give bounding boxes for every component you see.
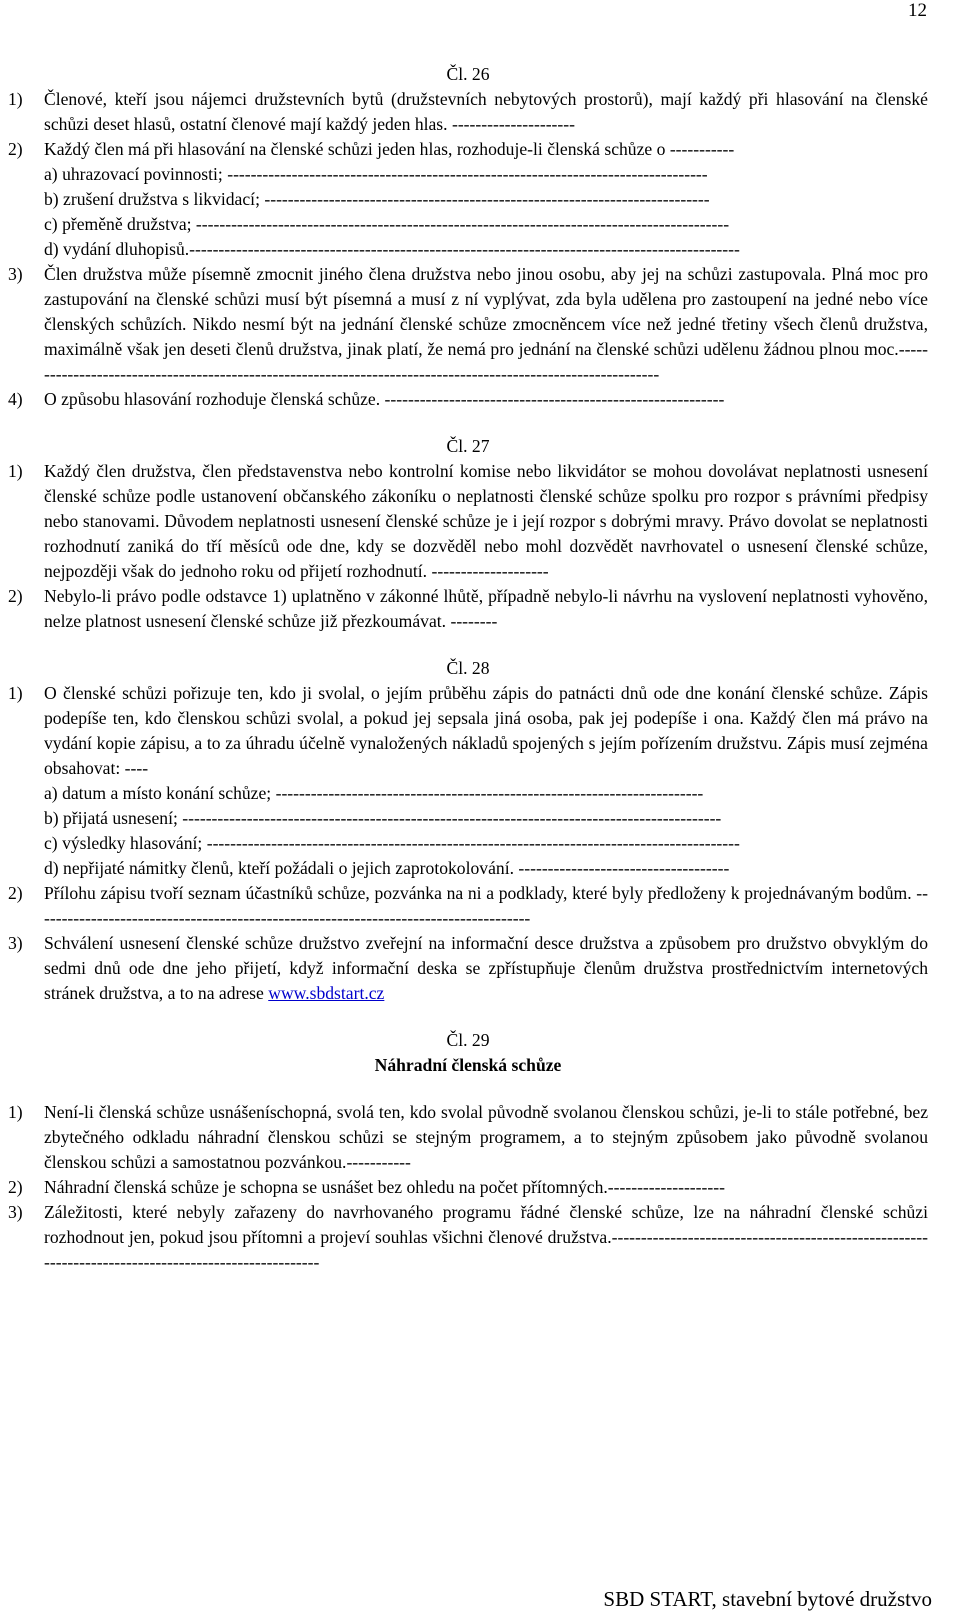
paragraph-text: Není-li členská schůze usnášeníschopná, svolá ten, kdo svolal původně svolanou členskou schůzi, je-li to stále potřebné, bez zbytečného odkladu náhradní členskou schůzi se stejným programem, a to stejným způsobem jako původně svolanou členskou schůzi a samostatnou pozvánkou.----------- [44,1102,928,1172]
list-item: c) výsledky hlasování; ------------------------------------------------------------------------------------------- [44,833,740,853]
article-28 [8,656,928,1006]
paragraph [8,1175,928,1200]
paragraph-number: 1) [8,1102,23,1122]
paragraph [8,1100,928,1175]
article-title: Čl. 28 [446,658,490,678]
page-number: 12 [908,0,927,21]
paragraph [8,387,928,412]
list-item: b) zrušení družstva s likvidací; ---------------------------------------------------------------------------- [44,189,710,209]
paragraph [8,459,928,584]
paragraph-number: 2) [8,883,23,903]
paragraph [8,681,928,781]
paragraph-number: 1) [8,461,23,481]
page-footer: SBD START, stavební bytové družstvo [603,1587,932,1611]
paragraph-text: Člen družstva může písemně zmocnit jiného člena družstva nebo jinou osobu, aby jej na schůzi zastupovala. Plná moc pro zastupování na členské schůzi musí být písemná a musí z ní vyplývat, zda byla udělena pro zastoupení na jedné nebo více členských schůzích. Nikdo nesmí být na jednání členské schůze zmocněncem více než jedné třetiny všech členů družstva, maximálně však jen deseti členů družstva, jinak platí, že nemá pro jednání na členské schůzi udělenu žádnou plnou moc.-------------------------------------------------------------------------------------------------------------- [44,264,928,384]
article-heading: Náhradní členská schůze [374,1055,562,1075]
paragraph-number: 3) [8,933,23,953]
paragraph-text: O členské schůzi pořizuje ten, kdo ji svolal, o jejím průběhu zápis do patnácti dnů ode dne konání členské schůze. Zápis podepíše ten, kdo členskou schůzi svolal, a pokud jej sepsala jiná osoba, pak jej podepíše i ona. Každý člen má právo na vydání kopie zápisu, a to za úhradu účelně vynaložených nákladů spojených s jejím pořízením družstvu. Zápis musí zejména obsahovat: ---- [44,683,928,778]
paragraph [8,262,928,387]
document-body [8,62,928,1297]
list-item: d) vydání dluhopisů.---------------------------------------------------------------------------------------------- [44,239,740,259]
paragraph [8,137,928,162]
list-item: d) nepřijaté námitky členů, kteří požádali o jejich zaprotokolování. ------------------------------------ [44,858,730,878]
paragraph [8,881,928,931]
list-item: a) datum a místo konání schůze; ------------------------------------------------------------------------- [44,783,704,803]
paragraph-number: 1) [8,89,23,109]
paragraph-text: Záležitosti, které nebyly zařazeny do navrhovaného programu řádné členské schůze, lze na náhradní členské schůzi rozhodnout jen, pokud jsou přítomni a projeví souhlas všichni členové družstva.----------------------------------------------------------------------------------------------------- [44,1202,928,1272]
article-29 [8,1028,928,1275]
paragraph-number: 2) [8,586,23,606]
paragraph-number: 1) [8,683,23,703]
paragraph-text: Každý člen družstva, člen představenstva nebo kontrolní komise nebo likvidátor se mohou dovolávat neplatnosti usnesení členské schůze podle ustanovení občanského zákoníku o neplatnosti členské schůze spolku pro rozpor s právními předpisy nebo stanovami. Důvodem neplatnosti usnesení členské schůze je i její rozpor s dobrými mravy. Právo dovolat se neplatnosti rozhodnutí zaniká do tří měsíců ode dne, kdy se dozvěděl nebo mohl dozvědět navrhovatel o usnesení členské schůze, nejpozději však do jednoho roku od přijetí rozhodnutí. -------------------- [44,461,928,581]
article-title: Čl. 27 [446,436,490,456]
paragraph-number: 2) [8,1177,23,1197]
article-title: Čl. 26 [446,64,490,84]
paragraph-text: Přílohu zápisu tvoří seznam účastníků schůze, pozvánka na ni a podklady, které byly předloženy k projednávaným bodům. ------------------------------------------------------------------------------------- [44,883,928,928]
website-link[interactable]: www.sbdstart.cz [268,983,385,1003]
list-item: a) uhrazovací povinnosti; ---------------------------------------------------------------------------------- [44,164,708,184]
paragraph-text [44,931,928,1006]
paragraph-text: O způsobu hlasování rozhoduje členská schůze. ---------------------------------------------------------- [44,389,725,409]
article-27 [8,434,928,634]
paragraph [8,87,928,137]
paragraph-number: 4) [8,389,23,409]
paragraph-text: Náhradní členská schůze je schopna se usnášet bez ohledu na počet přítomných.-------------------- [44,1177,725,1197]
paragraph-text: Nebylo-li právo podle odstavce 1) uplatněno v zákonné lhůtě, případně nebylo-li návrhu na vyslovení neplatnosti vyhověno, nelze platnost usnesení členské schůze již přezkoumávat. -------- [44,586,928,631]
list-item: c) přeměně družstva; ------------------------------------------------------------------------------------------- [44,214,730,234]
article-26 [8,62,928,412]
paragraph [8,584,928,634]
paragraph-text-body: Schválení usnesení členské schůze družstvo zveřejní na informační desce družstva a způsobem pro družstvo obvyklým do sedmi dnů ode dne jeho přijetí, když informační deska se zpřístupňuje členům družstva prostřednictvím internetových stránek družstva, a to na adrese [44,933,928,1003]
list-item: b) přijatá usnesení; -------------------------------------------------------------------------------------------- [44,808,722,828]
paragraph-number: 3) [8,264,23,284]
paragraph [8,931,928,1006]
paragraph-number: 3) [8,1202,23,1222]
paragraph-text: Každý člen má při hlasování na členské schůzi jeden hlas, rozhoduje-li členská schůze o ----------- [44,139,735,159]
paragraph [8,1200,928,1275]
paragraph-number: 2) [8,139,23,159]
article-title: Čl. 29 [446,1030,490,1050]
paragraph-text: Členové, kteří jsou nájemci družstevních bytů (družstevních nebytových prostorů), mají každý při hlasování na členské schůzi deset hlasů, ostatní členové mají každý jeden hlas. --------------------- [44,89,928,134]
